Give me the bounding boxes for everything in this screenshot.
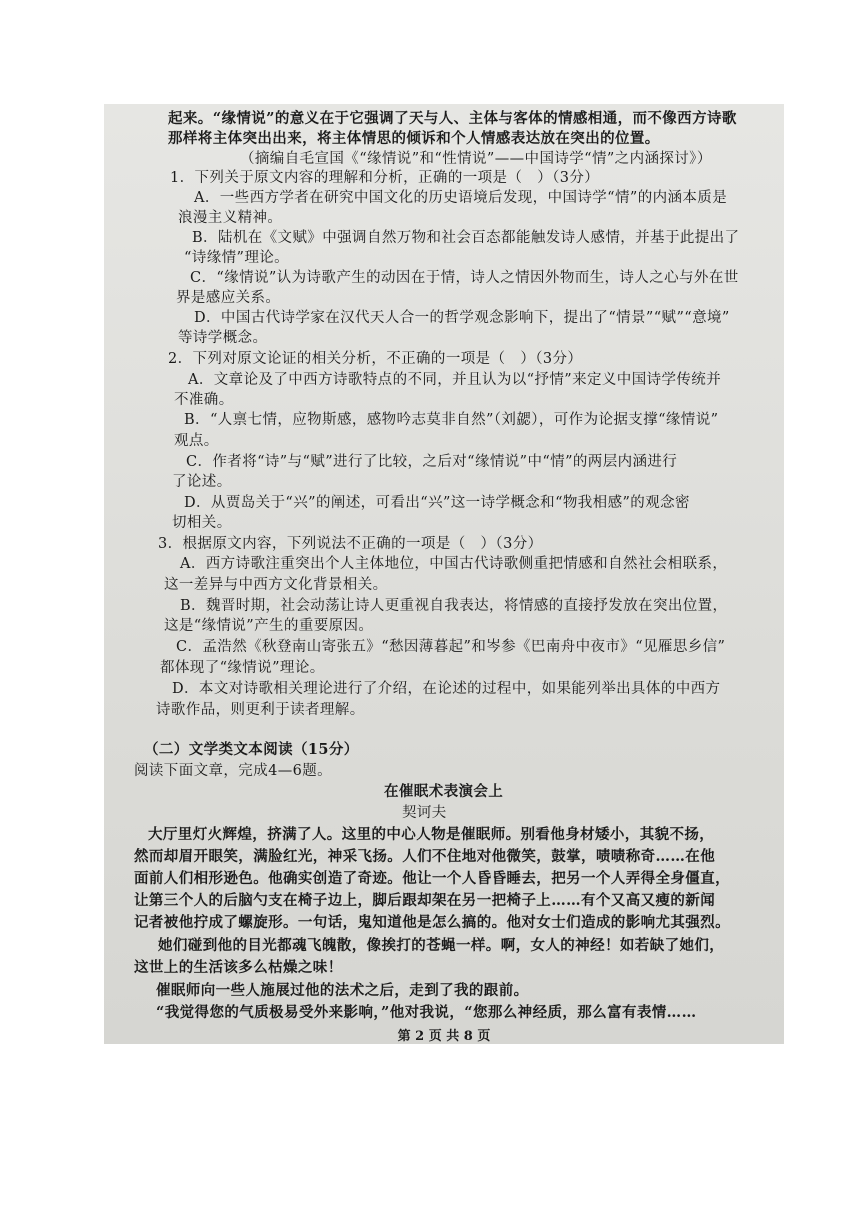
- story-paragraph-line: 记者被他拧成了螺旋形。一句话，鬼知道他是怎么搞的。他对女士们造成的影响尤其强烈。: [134, 914, 730, 931]
- story-title: 在催眠术表演会上: [384, 783, 504, 800]
- question-line: 浪漫主义精神。: [178, 210, 283, 226]
- question-line: 诗歌作品，则更利于读者理解。: [156, 702, 365, 718]
- question-line: A．西方诗歌注重突出个人主体地位，中国古代诗歌侧重把情感和自然社会相联系，: [180, 556, 728, 572]
- question-line: B．陆机在《文赋》中强调自然万物和社会百态都能触发诗人感情，并基于此提出了: [192, 230, 740, 246]
- intro-line: 那样将主体突出出来，将主体情思的倾诉和个人情感表达放在突出的位置。: [168, 130, 660, 147]
- intro-line: （摘编自毛宣国《“缘情说”和“性情说”——中国诗学“情”之内涵探讨》）: [240, 151, 712, 167]
- question-line: 观点。: [174, 433, 219, 449]
- question-line: B．“人禀七情，应物斯感，感物吟志莫非自然”（刘勰），可作为论据支撑“缘情说”: [184, 412, 719, 428]
- question-line: C．作者将“诗”与“赋”进行了比较，之后对“缘情说”中“情”的两层内涵进行: [186, 454, 678, 470]
- question-line: 不准确。: [174, 392, 234, 408]
- question-line: “诗缘情”理论。: [184, 250, 290, 266]
- question-line: 3．根据原文内容，下列说法不正确的一项是（ ）（3分）: [158, 536, 543, 552]
- question-line: 等诗学概念。: [178, 330, 268, 346]
- story-paragraph-line: 她们碰到他的目光都魂飞魄散，像挨打的苍蝇一样。啊，女人的神经！如若缺了她们，: [158, 937, 725, 954]
- question-line: B．魏晋时期，社会动荡让诗人更重视自我表达，将情感的直接抒发放在突出位置，: [180, 598, 728, 614]
- intro-line: 起来。“缘情说”的意义在于它强调了天与人、主体与客体的情感相通，而不像西方诗歌: [168, 110, 737, 127]
- story-paragraph-line: 大厅里灯火辉煌，挤满了人。这里的中心人物是催眠师。别看他身材矮小，其貌不扬，: [148, 826, 715, 843]
- question-line: 2．下列对原文论证的相关分析，不正确的一项是（ ）（3分）: [168, 351, 583, 367]
- question-line: D．中国古代诗学家在汉代天人合一的哲学观念影响下，提出了“情景”“赋”“意境”: [194, 310, 730, 326]
- story-paragraph-line: 然而却眉开眼笑，满脸红光，神采飞扬。人们不住地对他微笑，鼓掌，啧啧称奇……在他: [134, 848, 716, 865]
- story-paragraph-line: 面前人们相形逊色。他确实创造了奇迹。他让一个人昏昏睡去，把另一个人弄得全身僵直，: [134, 870, 730, 887]
- section-title: （二）文学类文本阅读（15分）: [144, 741, 359, 758]
- story-paragraph-line: 让第三个人的后脑勺支在椅子边上，脚后跟却架在另一把椅子上……有个又高又瘦的新闻: [134, 892, 716, 909]
- question-line: D．本文对诗歌相关理论进行了介绍，在论述的过程中，如果能列举出具体的中西方: [172, 681, 721, 697]
- question-line: A．一些西方学者在研究中国文化的历史语境后发现，中国诗学“情”的内涵本质是: [194, 190, 728, 206]
- story-paragraph-line: 这世上的生活该多么枯燥之味！: [134, 959, 343, 976]
- story-paragraph-line: “我觉得您的气质极易受外来影响，”他对我说，“您那么神经质，那么富有表情……: [156, 1004, 697, 1021]
- page-footer: 第 2 页 共 8 页: [397, 1029, 491, 1044]
- question-line: D．从贾岛关于“兴”的阐述，可看出“兴”这一诗学概念和“物我相感”的观念密: [184, 495, 690, 511]
- story-author: 契诃夫: [402, 805, 447, 821]
- question-line: A．文章论及了中西方诗歌特点的不同，并且认为以“抒情”来定义中国诗学传统并: [188, 372, 722, 388]
- question-line: 1．下列关于原文内容的理解和分析，正确的一项是（ ）（3分）: [170, 170, 600, 186]
- question-line: 了论述。: [172, 474, 232, 490]
- scanned-page: [104, 104, 784, 1044]
- question-line: 都体现了“缘情说”理论。: [160, 660, 325, 676]
- question-line: 界是感应关系。: [176, 290, 281, 306]
- question-line: C．孟浩然《秋登南山寄张五》“愁因薄暮起”和岑参《巴南舟中夜市》“见雁思乡信”: [176, 639, 726, 655]
- instruction-text: 阅读下面文章，完成4—6题。: [134, 763, 333, 779]
- question-line: 这一差异与中西方文化背景相关。: [164, 577, 388, 593]
- question-line: 这是“缘情说”产生的重要原因。: [164, 618, 374, 634]
- question-line: 切相关。: [172, 515, 232, 531]
- question-line: C．“缘情说”认为诗歌产生的动因在于情，诗人之情因外物而生，诗人之心与外在世: [190, 270, 739, 286]
- story-paragraph-line: 催眠师向一些人施展过他的法术之后，走到了我的跟前。: [156, 982, 529, 999]
